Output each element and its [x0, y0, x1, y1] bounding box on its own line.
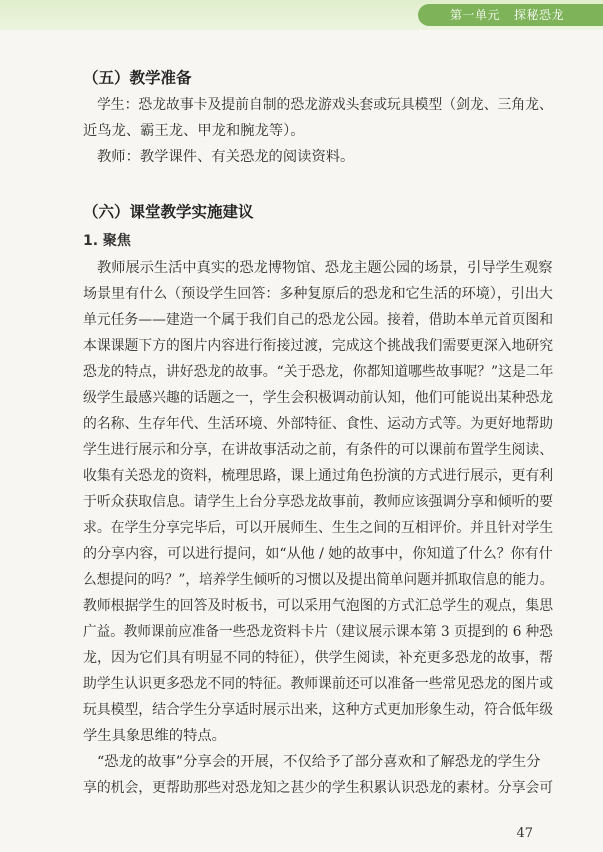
p-line: “恐龙的故事”分享会的开展，不仅给予了部分喜欢和了解恐龙的学生分 — [97, 754, 541, 770]
p-line: 享的机会，更帮助那些对恐龙知之甚少的学生积累认识恐龙的素材。分享会可 — [83, 780, 554, 796]
p-line: 广益。教师课前应准备一些恐龙资料卡片（建议展示课本第 3 页提到的 6 种恐 — [83, 624, 553, 640]
p-line: 级学生最感兴趣的话题之一，学生会积极调动前认知，他们可能说出某种恐龙 — [83, 390, 554, 406]
p-line: 恐龙的特点，讲好恐龙的故事。“关于恐龙，你都知道哪些故事呢？”这是二年 — [83, 364, 554, 380]
section-5-title: （五）教学准备 — [83, 69, 192, 87]
p-line: 的名称、生存年代、生活环境、外部特征、食性、运动方式等。为更好地帮助 — [83, 416, 554, 432]
p-line: 场景里有什么（预设学生回答：多种复原后的恐龙和它生活的环境），引出大 — [83, 286, 553, 302]
p-line: 的分享内容，可以进行提问，如“从他 / 她的故事中，你知道了什么？你有什 — [83, 546, 553, 562]
p-line: 学生进行展示和分享，在讲故事活动之前，有条件的可以课前布置学生阅读、 — [83, 442, 554, 458]
p-line: 收集有关恐龙的资料，梳理思路，课上通过角色扮演的方式进行展示，更有利 — [83, 468, 554, 484]
p-line: 于听众获取信息。请学生上台分享恐龙故事前，教师应该强调分享和倾听的要 — [83, 494, 554, 510]
s5-line-1: 学生：恐龙故事卡及提前自制的恐龙游戏头套或玩具模型（剑龙、三角龙、 — [97, 97, 553, 113]
unit-tag — [418, 4, 603, 26]
p-line: 本课课题下方的图片内容进行衔接过渡，完成这个挑战我们需要更深入地研究 — [83, 338, 554, 354]
p-line: 助学生认识更多恐龙不同的特征。教师课前还可以准备一些常见恐龙的图片或 — [83, 676, 554, 692]
unit-label: 第一单元 — [450, 8, 501, 22]
topic-label: 探秘恐龙 — [514, 8, 565, 22]
p-line: 教师展示生活中真实的恐龙博物馆、恐龙主题公园的场景，引导学生观察 — [97, 260, 553, 276]
p-line: 教师根据学生的回答及时板书，可以采用气泡图的方式汇总学生的观点，集思 — [83, 598, 554, 614]
s5-line-2: 近鸟龙、霸王龙、甲龙和腕龙等）。 — [83, 123, 305, 139]
p-line: 么想提问的吗？”，培养学生倾听的习惯以及提出简单问题并抓取信息的能力。 — [83, 572, 554, 588]
page-number: 47 — [516, 826, 533, 841]
p-line: 单元任务——建造一个属于我们自己的恐龙公园。接着，借助本单元首页图和 — [83, 312, 554, 328]
p-line: 玩具模型，结合学生分享适时展示出来，这种方式更加形象生动，符合低年级 — [83, 702, 554, 718]
s5-line-3: 教师：教学课件、有关恐龙的阅读资料。 — [97, 149, 355, 165]
p-line: 龙，因为它们具有明显不同的特征），供学生阅读，补充更多恐龙的故事，帮 — [83, 650, 553, 666]
section-6-sub: 1. 聚焦 — [83, 233, 131, 249]
p-line: 求。在学生分享完毕后，可以开展师生、生生之间的互相评价。并且针对学生 — [83, 520, 554, 536]
section-6-title: （六）课堂教学实施建议 — [83, 203, 254, 221]
p-line: 学生具象思维的特点。 — [83, 728, 226, 744]
